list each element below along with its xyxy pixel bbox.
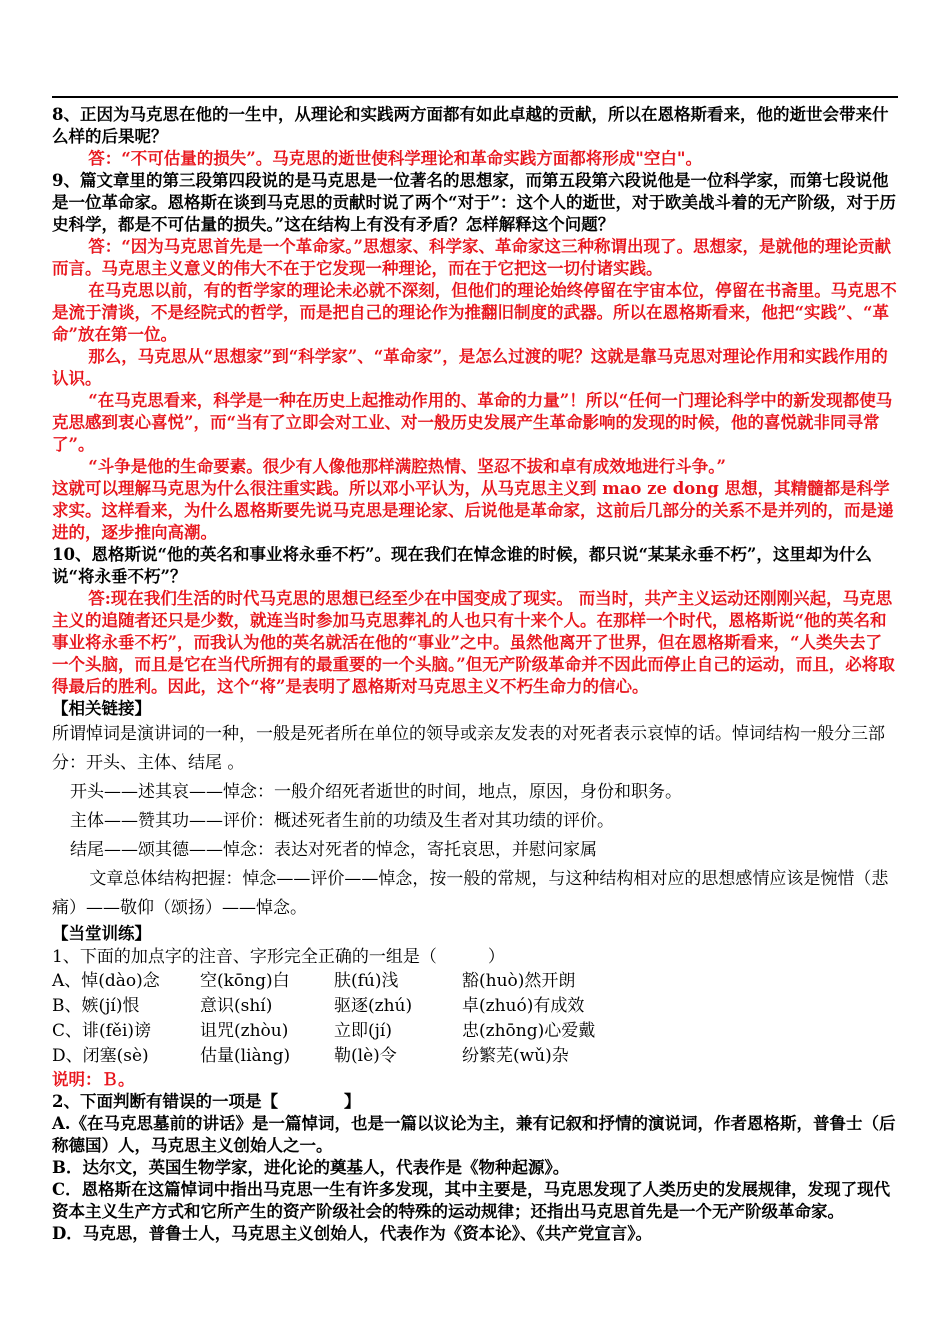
option-row-d xyxy=(52,1044,898,1069)
links-part-body: 主体——赞其功——评价：概述死者生前的功绩及生者对其功绩的评价。 xyxy=(70,811,614,831)
choice-a: A.《在马克思墓前的讲话》是一篇悼词，也是一篇以议论为主，兼有记叙和抒情的演说词，作者恩格斯，普鲁士（后称德国）人，马克思主义创始人之一。 xyxy=(52,1114,896,1155)
answer-9-para-4: “在马克思看来，科学是一种在历史上起推动作用的、革命的力量”！所以“任何一门理论科学中的新发现都使马克思感到衷心喜悦”，而“当有了立即会对工业、对一般历史发展产生革命影响的发现的时候，他的喜悦就非同寻常了”。 xyxy=(52,391,893,454)
option-cell: 豁(huò)然开朗 xyxy=(462,971,576,991)
answer-9-tail: 这就可以理解马克思为什么很注重实践。所以邓小平认为，从马克思主义到 mao ze dong 思想，其精髓都是科学求实。这样看来，为什么恩格斯要先说马克思是理论家、后说他是革命家，这前后几部分的关系不是并列的，而是递进的，逐步推向高潮。 xyxy=(52,479,894,542)
question-9: 9、篇文章里的第三段第四段说的是马克思是一位著名的思想家，而第五段第六段说他是一位科学家，而第七段说他是一位革命家。恩格斯在谈到马克思的贡献时说了两个“对于”：这个人的逝世，对于欧美战斗着的无产阶级，对于历史科学，都是不可估量的损失。”这在结构上有没有矛盾？怎样解释这个问题？ xyxy=(52,171,896,234)
document-page xyxy=(52,96,898,1245)
option-cell: D、闭塞(sè) xyxy=(52,1046,149,1066)
question-10: 10、恩格斯说“他的英名和事业将永垂不朽”。现在我们在悼念谁的时候，都只说“某某永垂不朽”，这里却为什么说“将永垂不朽”？ xyxy=(52,545,872,586)
option-cell: 立即(jí) xyxy=(334,1021,392,1041)
option-cell: 卓(zhuó)有成效 xyxy=(462,996,585,1016)
links-part-opening: 开头——述其哀——悼念：一般介绍死者逝世的时间，地点，原因，身份和职务。 xyxy=(70,782,682,802)
option-cell: 肤(fú)浅 xyxy=(334,971,399,991)
answer-9-para-1: 答：“因为马克思首先是一个革命家。”思想家、科学家、革命家这三种称谓出现了。思想家，是就他的理论贡献而言。马克思主义意义的伟大不在于它发现一种理论，而在于它把这一切付诸实践。 xyxy=(52,237,892,278)
option-row-b xyxy=(52,994,898,1019)
option-cell: 勒(lè)令 xyxy=(334,1046,397,1066)
option-cell: 诅咒(zhòu) xyxy=(200,1021,289,1041)
answer-9-para-3: 那么，马克思从“思想家”到“科学家”、“革命家”，是怎么过渡的呢？这就是靠马克思对理论作用和实践作用的认识。 xyxy=(52,347,888,388)
option-cell: A、悼(dào)念 xyxy=(52,971,160,991)
training-heading: 【当堂训练】 xyxy=(52,924,151,943)
choice-b: B．达尔文，英国生物学家，进化论的奠基人，代表作是《物种起源》。 xyxy=(52,1158,570,1177)
top-rule xyxy=(52,96,898,98)
option-cell: 忠(zhōng)心爱戴 xyxy=(462,1021,596,1041)
option-cell: C、诽(fěi)谤 xyxy=(52,1021,152,1041)
answer-9-para-5: “斗争是他的生命要素。很少有人像他那样满腔热情、坚忍不拔和卓有成效地进行斗争。” xyxy=(88,457,727,476)
question-8: 8、正因为马克思在他的一生中，从理论和实践两方面都有如此卓越的贡献，所以在恩格斯看来，他的逝世会带来什么样的后果呢？ xyxy=(52,105,889,146)
training-question-2: 2、下面判断有错误的一项是【 】 xyxy=(52,1092,361,1111)
links-part-ending: 结尾——颂其德——悼念：表达对死者的悼念，寄托哀思，并慰问家属 xyxy=(70,840,597,860)
option-cell: B、嫉(jí)恨 xyxy=(52,996,140,1016)
option-cell: 意识(shí) xyxy=(200,996,273,1016)
answer-note: 说明：Ｂ。 xyxy=(52,1070,135,1089)
option-row-c xyxy=(52,1019,898,1044)
answer-8: 答：“不可估量的损失”。马克思的逝世使科学理论和革命实践方面都将形成"空白"。 xyxy=(88,149,702,168)
option-cell: 空(kōng)白 xyxy=(200,971,290,991)
choice-d: D．马克思，普鲁士人，马克思主义创始人，代表作为《资本论》、《共产党宣言》。 xyxy=(52,1224,653,1243)
answer-9-para-2: 在马克思以前，有的哲学家的理论未必就不深刻，但他们的理论始终停留在宇宙本位，停留在书斋里。马克思不是流于清谈，不是经院式的哲学，而是把自己的理论作为推翻旧制度的武器。所以在恩格斯看来，他把“实践”、“革命”放在第一位。 xyxy=(52,281,897,344)
option-cell: 估量(liàng) xyxy=(200,1046,291,1066)
option-row-a xyxy=(52,969,898,994)
answer-10: 答:现在我们生活的时代马克思的思想已经至少在中国变成了现实。 而当时，共产主义运动还刚刚兴起，马克思主义的追随者还只是少数，就连当时参加马克思葬礼的人也只有十来个人。在那样一个时代，恩格斯说“他的英名和事业将永垂不朽”，而我认为他的英名就活在他的“事业”之中。虽然他离开了世界，但在恩格斯看来，“人类失去了一个头脑，而且是它在当代所拥有的最重要的一个头脑。”但无产阶级革命并不因此而停止自己的运动，而且，必将取得最后的胜利。因此，这个“将”是表明了恩格斯对马克思主义不朽生命力的信心。 xyxy=(52,589,895,696)
links-heading: 【相关链接】 xyxy=(52,699,151,718)
links-structure: 文章总体结构把握：悼念——评价——悼念，按一般的常规，与这种结构相对应的思想感情应该是惋惜（悲痛）——敬仰（颂扬）——悼念。 xyxy=(52,869,889,918)
training-question-1: 1、下面的加点字的注音、字形完全正确的一组是（ ） xyxy=(52,947,505,967)
choice-c: C．恩格斯在这篇悼词中指出马克思一生有许多发现，其中主要是，马克思发现了人类历史的发展规律，发现了现代资本主义生产方式和它所产生的资产阶级社会的特殊的运动规律；还指出马克思首先是一个无产阶级革命家。 xyxy=(52,1180,891,1221)
option-cell: 驱逐(zhú) xyxy=(334,996,413,1016)
option-cell: 纷繁芜(wǔ)杂 xyxy=(462,1046,569,1066)
links-intro: 所谓悼词是演讲词的一种，一般是死者所在单位的领导或亲友发表的对死者表示哀悼的话。悼词结构一般分三部分：开头、主体、结尾 。 xyxy=(52,724,885,773)
